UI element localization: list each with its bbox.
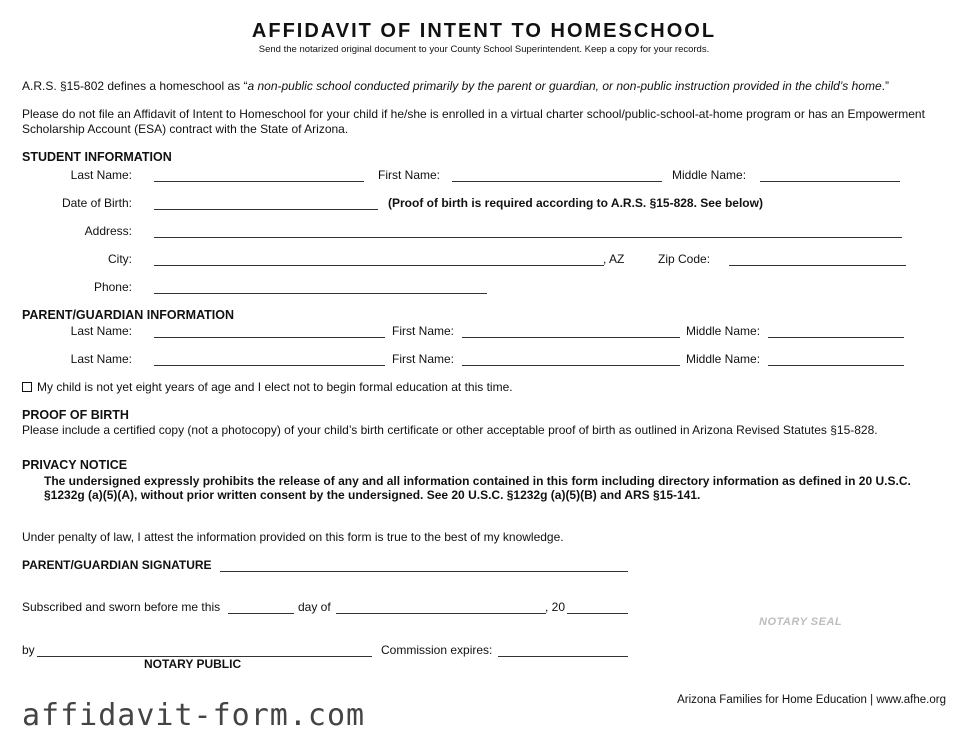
age-option-label: My child is not yet eight years of age and I elect not to begin formal education at this time. [37,380,513,394]
privacy-text-line-2: §1232g (a)(5)(A), without prior written consent by the undersigned. See 20 U.S.C. §1232g (a)(5)(B) and ARS §15-141. [44,488,701,502]
privacy-text-line-1: The undersigned expressly prohibits the release of any and all information contained in this form including directory information as defined in 20 U.S.C. [44,474,911,488]
footer-org: Arizona Families for Home Education | www.afhe.org [677,694,946,706]
definition-quote: a non-public school conducted primarily by the parent or guardian, or non-public instruction provided in the child’s home [247,79,882,93]
privacy-section-heading: PRIVACY NOTICE [22,458,128,472]
student-middle-name-label: Middle Name: [672,168,747,182]
phone-field[interactable] [154,293,487,294]
form-title: AFFIDAVIT OF INTENT TO HOMESCHOOL [251,20,717,42]
signature-label: PARENT/GUARDIAN SIGNATURE [22,558,212,572]
guardian2-first-name-field[interactable] [462,365,680,366]
student-last-name-label: Last Name: [70,168,132,182]
dob-field[interactable] [154,209,378,210]
notary-public-label: NOTARY PUBLIC [144,657,242,671]
guardian1-last-name-label: Last Name: [70,324,132,338]
year-prefix: , 20 [545,600,566,614]
guardian1-middle-name-field[interactable] [768,337,904,338]
city-label: City: [108,252,132,266]
student-section-heading: STUDENT INFORMATION [22,150,172,164]
guardian2-first-name-label: First Name: [392,352,455,366]
age-option-checkbox[interactable] [22,382,32,392]
student-first-name-field[interactable] [452,181,662,182]
proof-text: Please include a certified copy (not a photocopy) of your child’s birth certificate or other acceptable proof of birth as outlined in Arizona Revised Statutes §15-828. [22,423,878,437]
site-watermark: affidavit-form.com [22,698,366,733]
guardian1-last-name-field[interactable] [154,337,385,338]
guardian1-first-name-field[interactable] [462,337,680,338]
signature-field[interactable] [220,571,628,572]
guardian-section-heading: PARENT/GUARDIAN INFORMATION [22,308,235,322]
guardian2-middle-name-label: Middle Name: [686,352,761,366]
definition-prefix: A.R.S. §15-802 defines a homeschool as “ [22,79,248,93]
guardian2-last-name-label: Last Name: [70,352,132,366]
notary-seal-label: NOTARY SEAL [759,616,843,628]
attestation-text: Under penalty of law, I attest the information provided on this form is true to the best of my knowledge. [22,530,564,544]
filing-notice: Please do not file an Affidavit of Intent to Homeschool for your child if he/she is enrolled in a virtual charter school/public-school-at-home program or has an Empowerment Scholarship Account (ESA) contract with the State of Arizona. [22,107,925,136]
day-of-label: day of [298,600,331,614]
sworn-month-field[interactable] [336,613,546,614]
dob-label: Date of Birth: [61,196,132,210]
definition-suffix: .” [881,79,889,93]
guardian2-last-name-field[interactable] [154,365,385,366]
age-option-row [22,380,513,395]
student-last-name-field[interactable] [154,181,364,182]
zip-label: Zip Code: [658,252,711,266]
commission-label: Commission expires: [381,643,493,657]
sworn-day-field[interactable] [228,613,294,614]
form-subtitle: Send the notarized original document to your County School Superintendent. Keep a copy for your records. [258,44,710,55]
state-suffix: , AZ [603,252,625,266]
city-field[interactable] [154,265,604,266]
sworn-year-field[interactable] [567,613,628,614]
commission-expires-field[interactable] [498,656,628,657]
phone-label: Phone: [93,280,132,294]
address-field[interactable] [154,237,902,238]
guardian2-middle-name-field[interactable] [768,365,904,366]
dob-note: (Proof of birth is required according to A.R.S. §15-828. See below) [388,196,763,210]
proof-section-heading: PROOF OF BIRTH [22,408,129,422]
guardian1-first-name-label: First Name: [392,324,455,338]
student-middle-name-field[interactable] [760,181,900,182]
zip-field[interactable] [729,265,906,266]
address-label: Address: [84,224,132,238]
by-label: by [22,643,35,657]
guardian1-middle-name-label: Middle Name: [686,324,761,338]
sworn-prefix: Subscribed and sworn before me this [22,600,221,614]
homeschool-definition [22,79,889,94]
student-first-name-label: First Name: [378,168,441,182]
